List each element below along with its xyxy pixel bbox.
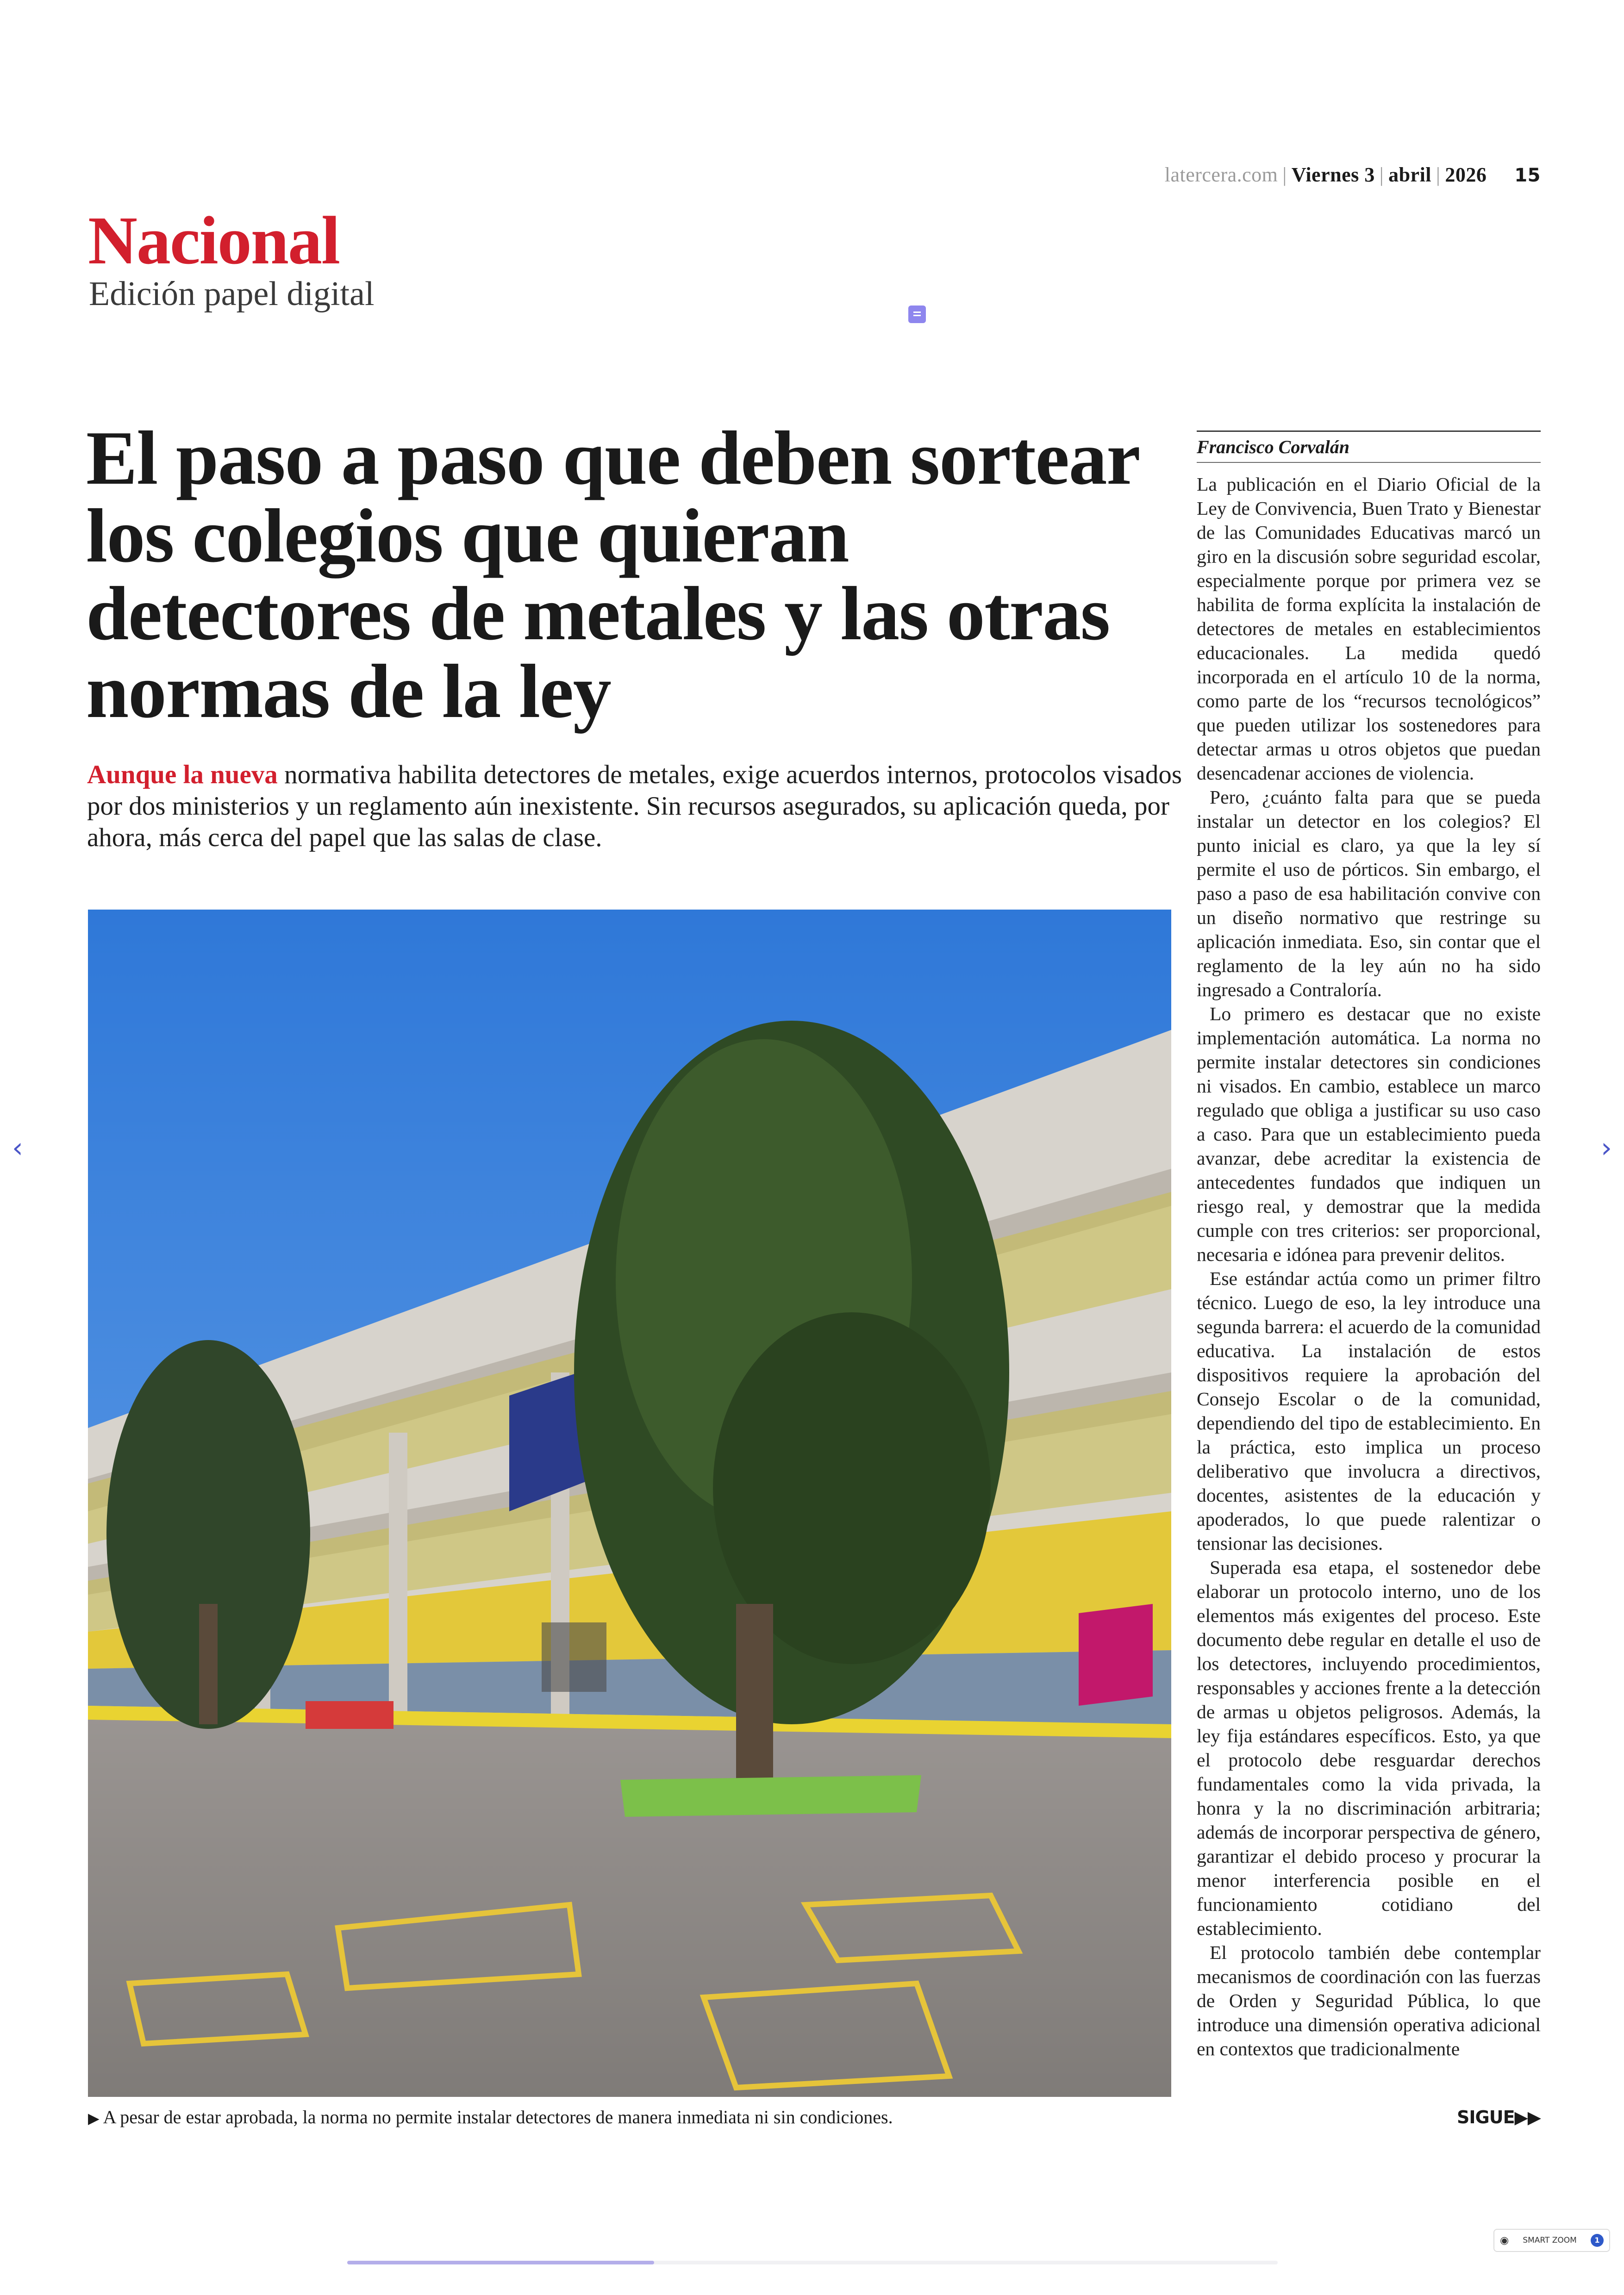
double-play-arrow-icon: ▶▶	[1514, 2107, 1541, 2127]
chevron-left-icon[interactable]: ‹	[12, 1132, 23, 1164]
smart-zoom-label: SMART ZOOM	[1523, 2236, 1577, 2245]
reading-progress-fill	[347, 2261, 654, 2264]
chevron-right-icon[interactable]: ›	[1601, 1132, 1612, 1164]
separator: |	[1436, 163, 1441, 186]
smart-zoom-badge: 1	[1591, 2234, 1604, 2247]
school-building-photo	[88, 910, 1171, 2097]
reading-progress-bar	[347, 2261, 1278, 2264]
eye-icon: ◉	[1500, 2234, 1509, 2246]
article-body	[1197, 472, 1541, 2088]
section-subtitle: Edición papel digital	[89, 275, 375, 313]
separator: |	[1379, 163, 1384, 186]
author-byline: Francisco Corvalán	[1197, 437, 1350, 457]
issue-day: Viernes 3	[1291, 163, 1375, 186]
caption-text: A pesar de estar aprobada, la norma no permite instalar detectores de manera inmediata ni sin condiciones.	[103, 2107, 893, 2127]
issue-month: abril	[1388, 163, 1432, 186]
site-name: latercera.com	[1164, 163, 1278, 186]
issue-year: 2026	[1445, 163, 1487, 186]
smart-zoom-button[interactable]	[1493, 2229, 1610, 2252]
body-paragraph: El protocolo también debe contemplar mecanismos de coordinación con las fuerzas de Orden y Seguridad Pública, lo que introduce una dimensión operativa adicional en contextos que tradicionalmente	[1197, 1942, 1541, 2059]
separator: |	[1282, 163, 1287, 186]
issue-header	[1165, 161, 1541, 189]
body-paragraph: Pero, ¿cuánto falta para que se pueda instalar un detector en los colegios? El punto inicial es claro, ya que la ley sí permite el uso de pórticos. Sin embargo, el paso a paso de esa habilitación convive con un diseño normativo que restringe su aplicación inmediata. Eso, sin contar que el reglamento de la ley aún no ha sido ingresado a Contraloría.	[1197, 786, 1541, 1000]
lead-text: normativa habilita detectores de metales, exige acuerdos internos, protocolos visados por dos ministerios y un reglamento aún inexistente. Sin recursos asegurados, su aplicación queda, por ahora, más cerca del papel que las salas de clase.	[87, 760, 1182, 852]
body-paragraph: La publicación en el Diario Oficial de la Ley de Convivencia, Buen Trato y Bienestar de las Comunidades Educativas marcó un giro en la discusión sobre seguridad escolar, especialmente porque por primera vez se habilita de forma explícita la instalación de detectores de metales en establecimientos educacionales. La medida quedó incorporada en el artículo 10 de la norma, como parte de los “recursos tecnológicos” que pueden utilizar los sostenedores para detectar armas u otros objetos que puedan desencadenar acciones de violencia.	[1197, 474, 1541, 784]
lead-kicker: Aunque la nueva	[87, 760, 278, 789]
body-paragraph: Ese estándar actúa como un primer filtro técnico. Luego de eso, la ley introduce una segunda barrera: el acuerdo de la comunidad educativa. La instalación de estos dispositivos requiere la aprobación del Consejo Escolar o de la comunidad, dependiendo del tipo de establecimiento. En la práctica, esto implica un proceso deliberativo que involucra a directivos, docentes, asistentes de la educación y apoderados, lo que puede ralentizar o tensionar las decisiones.	[1197, 1268, 1541, 1554]
section-title: Nacional	[88, 203, 340, 279]
article-photo	[88, 910, 1171, 2097]
body-paragraph: Superada esa etapa, el sostenedor debe elaborar un protocolo interno, uno de los elementos más exigentes del proceso. Este documento debe regular en detalle el uso de los detectores, incluyendo procedimientos, responsables y acciones frente a la detección de armas u objetos peligrosos. Además, la ley fija estándares específicos. Esto, ya que el protocolo debe resguardar derechos fundamentales como la vida privada, la honra y la no discriminación arbitraria; además de incorporar perspectiva de género, garantizar el debido proceso y procurar la menor interferencia posible en el funcionamiento cotidiano del establecimiento.	[1197, 1557, 1541, 1939]
photo-caption	[88, 2105, 1171, 2130]
page-number: 15	[1514, 165, 1541, 186]
continue-label: SIGUE	[1457, 2107, 1515, 2127]
caption-arrow-icon: ▶	[88, 2109, 100, 2127]
note-marker-icon[interactable]	[908, 306, 926, 323]
article-lead	[87, 759, 1189, 854]
article-headline: El paso a paso que deben sortear los colegios que quieran detectores de metales y las otras normas de la ley	[86, 415, 1139, 734]
body-paragraph: Lo primero es destacar que no existe implementación automática. La norma no permite instalar detectores sin condiciones ni visados. En cambio, establece un marco regulado que obliga a justificar su uso caso a caso. Para que un establecimiento pueda avanzar, debe acreditar la existencia de antecedentes fundados que indiquen un riesgo real, y demostrar que la medida cumple con tres criterios: ser proporcional, necesaria e idónea para prevenir delitos.	[1197, 1003, 1541, 1265]
continue-marker[interactable]	[1457, 2105, 1541, 2129]
byline-rule	[1197, 430, 1541, 432]
byline-rule	[1197, 462, 1541, 463]
